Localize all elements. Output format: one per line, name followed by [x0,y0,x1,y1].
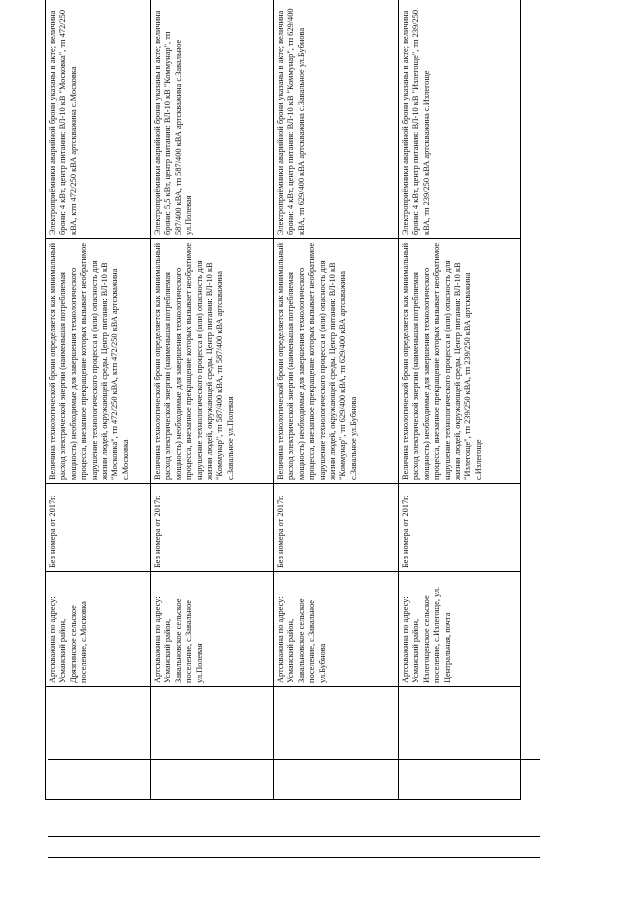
table-row [274,0,399,800]
address-cell: Артскважина по адресу: Усманский район, Излегощенское сельское поселение, с.Излегоще, ул. Центральная, почта [399,572,521,687]
empty-cell [46,687,151,800]
number-cell: Без номера от 2017г. [399,484,521,572]
act-cell: Электроприёмники аварийной брони указаны в акте; величина брони: 4 кВт, центр питания: ВЛ-10 кВ "Коммунар", тп 629/400 кВА, тп 629/400 кВА артскважина с.Завальное ул.Бубнова [274,0,399,239]
reservation-table [45,0,521,800]
act-cell: Электроприёмники аварийной брони указаны в акте; величина брони: 4 кВт, центр питания: ВЛ-10 кВ "Излегоще", тп 239/250 кВА, тп 239/250 кВА артскважина с.Излегоще [399,0,521,239]
table-row [151,0,274,800]
tech-bron-cell: Величина технологической брони определяется как минимальный расход электрической энергии (наименьшая потребляемая мощность) необходимые для завершения технологического процесса, внезапное прекращение которых вызывает необратимое нарушение технологического процесса и (или) опасность для жизни людей, окружающей среды. Центр питания: ВЛ-10 кВ "Коммунар", тп 629/400 кВА, тп 629/400 кВА артскважина с.Завальное ул.Бубнова [274,239,399,484]
table-row [46,0,151,800]
number-cell: Без номера от 2017г. [46,484,151,572]
empty-cell [399,687,521,800]
empty-cell [151,687,274,800]
tech-bron-cell: Величина технологической брони определяется как минимальный расход электрической энергии (наименьшая потребляемая мощность) необходимые для завершения технологического процесса, внезапное прекращение которых вызывает необратимое нарушение технологического процесса и (или) опасность для жизни людей, окружающей среды. Центр питания: ВЛ-10 кВ "Коммунар", тп 587/400 кВА, тп 587/400 кВА артскважина с.Завальное ул.Полевая [151,239,274,484]
number-cell: Без номера от 2017г. [151,484,274,572]
separator-line [48,857,540,858]
address-cell: Артскважина по адресу: Усманский район, Завальновское сельское поселение, с.Завальное ул.Бубнова [274,572,399,687]
table-row [399,0,521,800]
address-cell: Артскважина по адресу: Усманский район, Дрязгинское сельское поселение, с.Московка [46,572,151,687]
tech-bron-cell: Величина технологической брони определяется как минимальный расход электрической энергии (наименьшая потребляемая мощность) необходимые для завершения технологического процесса, внезапное прекращение которых вызывает необратимое нарушение технологического процесса и (или) опасность для жизни людей, окружающей среды. Центр питания: ВЛ-10 кВ "Московка", тп 472/250 кВА, ктп 472/250 кВА артскважина с.Московка [46,239,151,484]
empty-cell [274,687,399,800]
number-cell: Без номера от 2017г. [274,484,399,572]
tech-bron-cell: Величина технологической брони определяется как минимальный расход электрической энергии (наименьшая потребляемая мощность) необходимые для завершения технологического процесса, внезапное прекращение которых вызывает необратимое нарушение технологического процесса и (или) опасность для жизни людей, окружающей среды. Центр питания: ВЛ-10 кВ "Излегоще", тп 239/250 кВА, тп 239/250 кВА артскважина с.Излегоще [399,239,521,484]
separator-line [48,759,540,760]
separator-line [48,836,540,837]
act-cell: Электроприёмники аварийной брони указаны в акте; величина брони: 4 кВт, центр питания: ВЛ-10 кВ "Московка", тп 472/250 кВА, ктп 472/250 кВА артскважина с.Московка [46,0,151,239]
address-cell: Артскважина по адресу: Усманский район, Завальновское сельское поселение, с.Завальное ул.Полевая [151,572,274,687]
rotated-page-content [45,0,515,800]
act-cell: Электроприёмники аварийной брони указаны в акте; величина брони: 5,5 кВт, центр питания: ВЛ-10 кВ "Коммунар", тп 587/400 кВА, тп 587/400 кВА артскважина с.Завальное ул.Полевая [151,0,274,239]
